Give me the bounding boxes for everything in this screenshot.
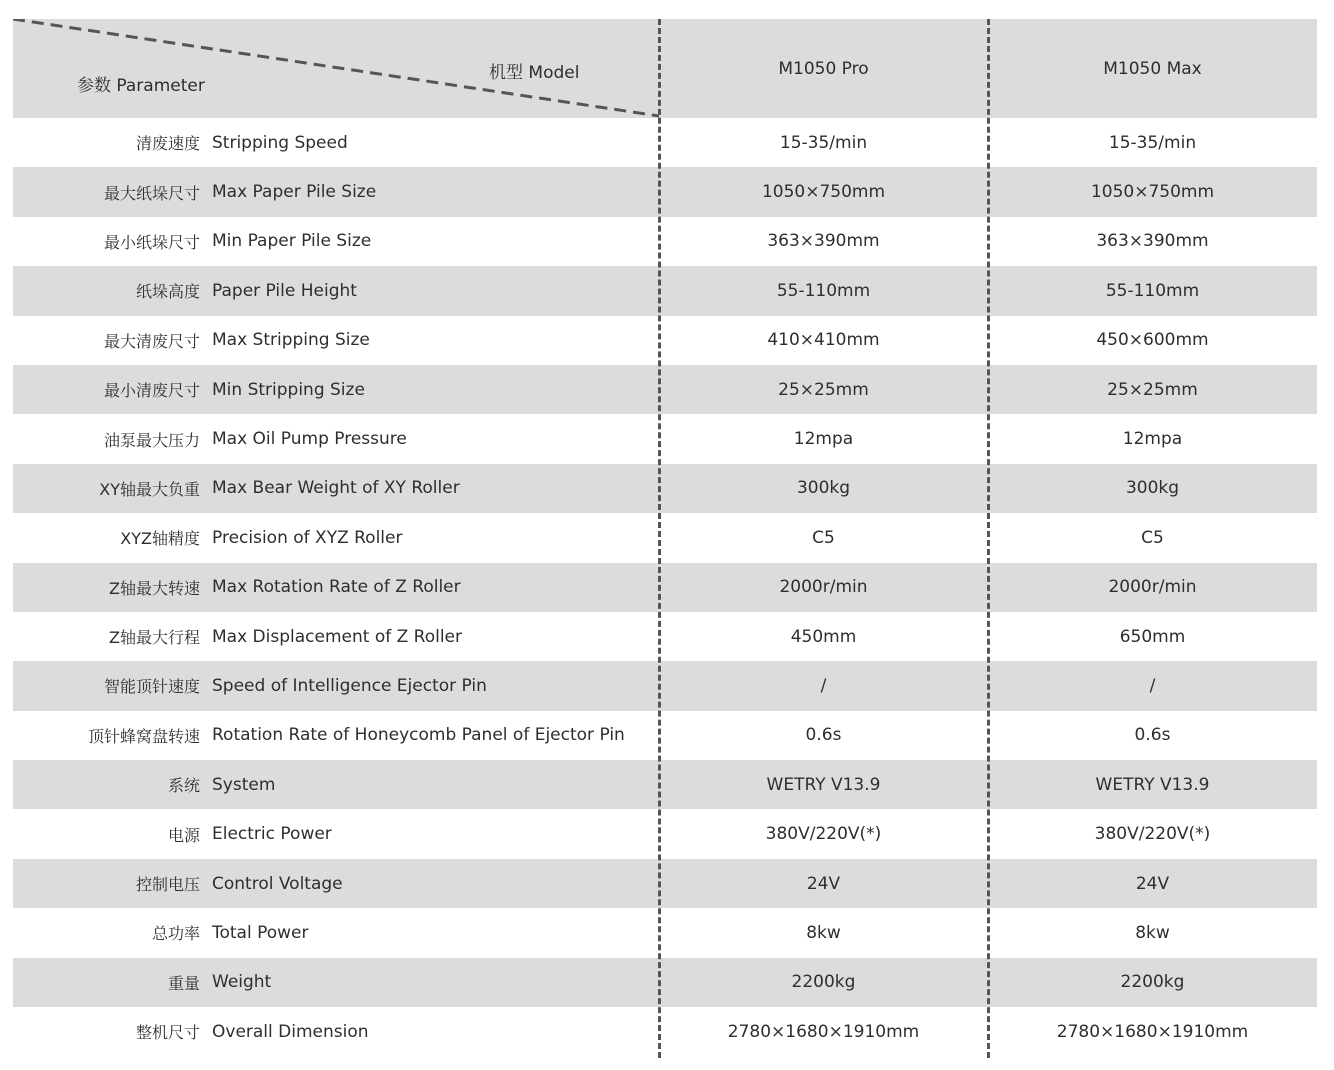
table-row bbox=[13, 908, 1317, 957]
table-row bbox=[13, 958, 1317, 1007]
header-model-label: 机型 Model bbox=[489, 63, 580, 83]
table-row bbox=[13, 513, 1317, 562]
param-name-en: Max Bear Weight of XY Roller bbox=[212, 478, 460, 499]
param-name-en: Paper Pile Height bbox=[212, 280, 357, 301]
value-m1050-pro: 0.6s bbox=[805, 725, 842, 746]
param-name-cn: 最小纸垛尺寸 bbox=[103, 232, 200, 252]
param-name-en: Min Paper Pile Size bbox=[212, 231, 372, 252]
value-m1050-pro: 450mm bbox=[790, 626, 857, 647]
param-name-en: Electric Power bbox=[212, 824, 332, 845]
value-m1050-pro: 2780×1680×1910mm bbox=[727, 1021, 920, 1042]
param-name-cn: 纸垛高度 bbox=[135, 282, 200, 302]
table-row bbox=[13, 661, 1317, 710]
param-name-cn: 总功率 bbox=[151, 924, 200, 944]
param-name-cn: XYZ轴精度 bbox=[120, 529, 200, 549]
param-name-cn: 油泵最大压力 bbox=[103, 430, 200, 450]
table-row bbox=[13, 118, 1317, 167]
table-row bbox=[13, 859, 1317, 908]
param-name-cn: Z轴最大行程 bbox=[109, 628, 200, 648]
param-name-cn: Z轴最大转速 bbox=[109, 578, 200, 598]
value-m1050-max: 363×390mm bbox=[1096, 231, 1209, 252]
param-name-en: Overall Dimension bbox=[212, 1021, 369, 1042]
param-name-en: System bbox=[212, 774, 276, 795]
value-m1050-pro: 15-35/min bbox=[779, 132, 868, 153]
param-name-cn: 整机尺寸 bbox=[135, 1023, 200, 1043]
value-m1050-max: 12mpa bbox=[1122, 429, 1183, 450]
value-m1050-max: 15-35/min bbox=[1108, 132, 1197, 153]
column-divider bbox=[987, 19, 990, 1058]
value-m1050-max: 380V/220V(*) bbox=[1094, 824, 1211, 845]
table-row bbox=[13, 612, 1317, 661]
header-parameter-label: 参数 Parameter bbox=[77, 76, 205, 96]
table-row bbox=[13, 414, 1317, 463]
param-name-cn: 清废速度 bbox=[135, 134, 200, 154]
value-m1050-max: C5 bbox=[1141, 527, 1164, 548]
param-name-cn: 电源 bbox=[167, 825, 200, 845]
value-m1050-pro: 8kw bbox=[806, 922, 841, 943]
value-m1050-max: 55-110mm bbox=[1105, 280, 1200, 301]
table-row bbox=[13, 760, 1317, 809]
value-m1050-pro: 55-110mm bbox=[776, 280, 871, 301]
param-name-cn: XY轴最大负重 bbox=[99, 479, 200, 499]
value-m1050-max: 2000r/min bbox=[1108, 577, 1197, 598]
param-name-en: Min Stripping Size bbox=[212, 379, 365, 400]
header-model-max: M1050 Max bbox=[1103, 58, 1202, 79]
value-m1050-max: 450×600mm bbox=[1096, 330, 1209, 351]
param-name-cn: 最大纸垛尺寸 bbox=[103, 183, 200, 203]
value-m1050-pro: 363×390mm bbox=[767, 231, 880, 252]
table-row bbox=[13, 464, 1317, 513]
value-m1050-pro: 2200kg bbox=[791, 972, 856, 993]
value-m1050-pro: 1050×750mm bbox=[761, 182, 886, 203]
header-model-pro: M1050 Pro bbox=[778, 58, 869, 79]
table-row bbox=[13, 711, 1317, 760]
param-name-en: Max Oil Pump Pressure bbox=[212, 429, 407, 450]
column-divider bbox=[658, 19, 661, 1058]
table-row bbox=[13, 563, 1317, 612]
table-row bbox=[13, 266, 1317, 315]
param-name-en: Speed of Intelligence Ejector Pin bbox=[212, 675, 487, 696]
value-m1050-max: 25×25mm bbox=[1107, 379, 1198, 400]
param-name-en: Control Voltage bbox=[212, 873, 343, 894]
value-m1050-pro: 12mpa bbox=[793, 429, 854, 450]
value-m1050-pro: 24V bbox=[806, 873, 841, 894]
table-row bbox=[13, 1007, 1317, 1056]
param-name-en: Max Stripping Size bbox=[212, 330, 370, 351]
value-m1050-max: 2780×1680×1910mm bbox=[1056, 1021, 1249, 1042]
spec-table bbox=[13, 19, 1317, 1058]
value-m1050-pro: C5 bbox=[812, 527, 835, 548]
param-name-en: Max Rotation Rate of Z Roller bbox=[212, 577, 461, 598]
param-name-en: Stripping Speed bbox=[212, 132, 348, 153]
param-name-cn: 最小清废尺寸 bbox=[103, 381, 200, 401]
param-name-cn: 顶针蜂窝盘转速 bbox=[87, 726, 200, 746]
value-m1050-pro: 300kg bbox=[796, 478, 851, 499]
value-m1050-pro: 2000r/min bbox=[779, 577, 868, 598]
param-name-cn: 重量 bbox=[167, 973, 200, 993]
param-name-en: Rotation Rate of Honeycomb Panel of Ejector Pin bbox=[212, 725, 625, 746]
table-header bbox=[13, 19, 1317, 118]
value-m1050-pro: 25×25mm bbox=[778, 379, 869, 400]
table-row bbox=[13, 365, 1317, 414]
value-m1050-pro: 380V/220V(*) bbox=[765, 824, 882, 845]
value-m1050-pro: 410×410mm bbox=[767, 330, 880, 351]
param-name-cn: 系统 bbox=[167, 776, 200, 796]
param-name-en: Weight bbox=[212, 972, 272, 993]
value-m1050-max: 300kg bbox=[1125, 478, 1180, 499]
param-name-en: Max Paper Pile Size bbox=[212, 182, 377, 203]
param-name-en: Precision of XYZ Roller bbox=[212, 527, 403, 548]
value-m1050-pro: / bbox=[820, 675, 827, 696]
table-row bbox=[13, 809, 1317, 858]
value-m1050-max: 650mm bbox=[1119, 626, 1186, 647]
param-name-en: Max Displacement of Z Roller bbox=[212, 626, 463, 647]
value-m1050-max: WETRY V13.9 bbox=[1095, 774, 1210, 795]
param-name-cn: 智能顶针速度 bbox=[103, 677, 200, 697]
table-row bbox=[13, 316, 1317, 365]
param-name-en: Total Power bbox=[212, 922, 309, 943]
value-m1050-max: / bbox=[1149, 675, 1156, 696]
table-row bbox=[13, 217, 1317, 266]
table-body bbox=[13, 118, 1317, 1056]
value-m1050-max: 2200kg bbox=[1120, 972, 1185, 993]
param-name-cn: 最大清废尺寸 bbox=[103, 331, 200, 351]
value-m1050-max: 0.6s bbox=[1134, 725, 1171, 746]
value-m1050-pro: WETRY V13.9 bbox=[766, 774, 881, 795]
value-m1050-max: 24V bbox=[1135, 873, 1170, 894]
value-m1050-max: 8kw bbox=[1135, 922, 1170, 943]
param-name-cn: 控制电压 bbox=[135, 875, 200, 895]
value-m1050-max: 1050×750mm bbox=[1090, 182, 1215, 203]
table-row bbox=[13, 167, 1317, 216]
